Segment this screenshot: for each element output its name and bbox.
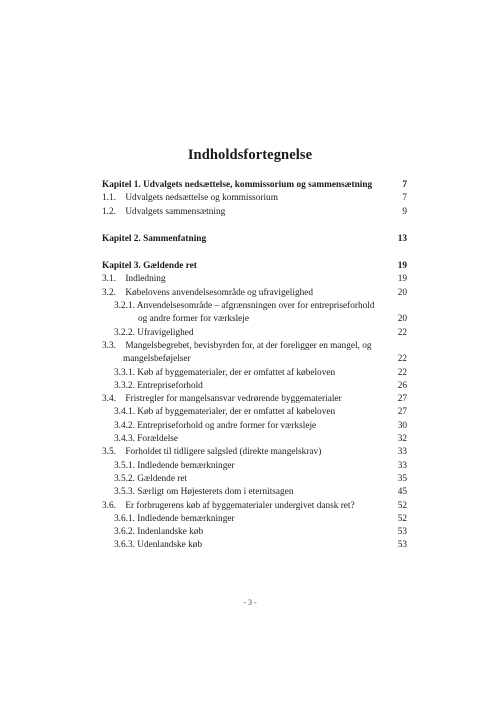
toc-entry-number: 3.3.1. bbox=[114, 367, 135, 378]
toc-section-row bbox=[102, 446, 407, 459]
toc-entry-label: Forældelse bbox=[137, 434, 179, 445]
toc-section-row bbox=[102, 340, 407, 353]
toc-section-row bbox=[102, 500, 407, 513]
toc-subsection-row bbox=[102, 539, 407, 552]
toc-entry-label: Gældende ret bbox=[137, 473, 188, 484]
toc-entry-page: 52 bbox=[397, 500, 407, 511]
toc-entry-number: 3.5.3. bbox=[114, 487, 135, 498]
toc-entry-label: og andre former for værksleje bbox=[138, 314, 250, 325]
toc-entry-page: 19 bbox=[397, 261, 407, 272]
toc-continuation-row bbox=[102, 353, 407, 366]
toc-subsection-row bbox=[102, 513, 407, 526]
toc-entry-label: Gældende ret bbox=[143, 261, 197, 272]
toc-entry-label: Udvalgets nedsættelse og kommissorium bbox=[125, 193, 278, 204]
toc-entry-number: 3.6.1. bbox=[114, 513, 135, 524]
toc-entry-number: 3.3. bbox=[102, 340, 116, 351]
toc-entry-label: Forholdet til tidligere salgsled (direkte mangelskrav) bbox=[125, 447, 322, 458]
toc-entry-number: 3.6.2. bbox=[114, 527, 135, 538]
toc-entry-label: Udvalgets sammensætning bbox=[125, 206, 226, 217]
toc-subsection-row bbox=[102, 473, 407, 486]
toc-entry-label: Køb af byggematerialer, der er omfattet af købeloven bbox=[137, 407, 336, 418]
toc-entry-page: 32 bbox=[397, 434, 407, 445]
toc-entry-number: 3.5.2. bbox=[114, 473, 135, 484]
toc-entry-number: 3.2.2. bbox=[114, 327, 135, 338]
toc-section-row bbox=[102, 192, 407, 205]
toc-entry-label: Er forbrugerens køb af byggematerialer undergivet dansk ret? bbox=[125, 500, 355, 511]
toc-entry-page: 33 bbox=[397, 460, 407, 471]
toc-entry-number: 3.5.1. bbox=[114, 460, 135, 471]
toc-entry-page: 53 bbox=[397, 527, 407, 538]
table-of-contents bbox=[102, 179, 407, 553]
toc-entry-label: Ufravigelighed bbox=[137, 327, 194, 338]
toc-entry-label: Indledning bbox=[125, 274, 166, 285]
toc-entry-label: Udenlandske køb bbox=[137, 540, 203, 551]
page-title: Indholdsfortegnelse bbox=[187, 147, 313, 163]
toc-entry-page: 20 bbox=[397, 287, 407, 298]
toc-entry-label: Indenlandske køb bbox=[137, 527, 204, 538]
toc-entry-number: 3.4. bbox=[102, 394, 116, 405]
toc-entry-number: 3.4.2. bbox=[114, 420, 135, 431]
toc-entry-number: Kapitel 2. bbox=[102, 233, 141, 244]
toc-entry-label: mangelsbeføjelser bbox=[123, 354, 191, 365]
toc-entry-label: Anvendelsesområde – afgrænsningen over for entrepriseforhold bbox=[136, 301, 375, 312]
toc-entry-page: 22 bbox=[397, 367, 407, 378]
toc-entry-page: 22 bbox=[397, 327, 407, 338]
toc-entry-label: Særligt om Højesterets dom i eternitsagen bbox=[137, 487, 294, 498]
toc-entry-number: 1.1. bbox=[102, 193, 116, 204]
toc-entry-page: 9 bbox=[402, 206, 407, 217]
toc-entry-number: 3.5. bbox=[102, 447, 116, 458]
toc-entry-page: 22 bbox=[397, 354, 407, 365]
toc-continuation-row bbox=[102, 313, 407, 326]
toc-subsection-row bbox=[102, 460, 407, 473]
toc-entry-number: 3.3.2. bbox=[114, 380, 135, 391]
toc-subsection-row bbox=[102, 300, 407, 313]
toc-chapter-row bbox=[102, 233, 407, 246]
toc-subsection-row bbox=[102, 380, 407, 393]
toc-entry-page: 35 bbox=[397, 473, 407, 484]
toc-entry-page: 33 bbox=[397, 447, 407, 458]
toc-entry-number: 3.2. bbox=[102, 287, 116, 298]
toc-entry-page: 7 bbox=[402, 193, 407, 204]
toc-entry-label: Indledende bemærkninger bbox=[137, 460, 235, 471]
toc-entry-number: 1.2. bbox=[102, 206, 116, 217]
toc-entry-label: Entrepriseforhold og andre former for værksleje bbox=[137, 420, 317, 431]
toc-entry-label: Mangelsbegrebet, bevisbyrden for, at der foreligger en mangel, og bbox=[125, 340, 372, 351]
toc-entry-page: 19 bbox=[397, 274, 407, 285]
toc-entry-number: 3.4.3. bbox=[114, 434, 135, 445]
toc-entry-number: 3.1. bbox=[102, 274, 116, 285]
toc-entry-label: Sammenfatning bbox=[143, 233, 207, 244]
toc-section-row bbox=[102, 287, 407, 300]
toc-subsection-row bbox=[102, 406, 407, 419]
toc-entry-label: Entrepriseforhold bbox=[137, 380, 203, 391]
toc-entry-label: Fristregler for mangelsansvar vedrørende byggematerialer bbox=[125, 394, 342, 405]
toc-entry-page: 53 bbox=[397, 540, 407, 551]
toc-subsection-row bbox=[102, 526, 407, 539]
toc-entry-label: Købelovens anvendelsesområde og ufravigelighed bbox=[125, 287, 314, 298]
toc-entry-number: 3.6. bbox=[102, 500, 116, 511]
toc-entry-number: Kapitel 1. bbox=[102, 180, 141, 190]
toc-section-row bbox=[102, 393, 407, 406]
toc-subsection-row bbox=[102, 367, 407, 380]
toc-entry-label: Køb af byggematerialer, der er omfattet af købeloven bbox=[137, 367, 336, 378]
toc-entry-page: 20 bbox=[397, 314, 407, 325]
toc-entry-label: Udvalgets nedsættelse, kommissorium og sammensætning bbox=[143, 180, 373, 190]
toc-entry-page: 52 bbox=[397, 513, 407, 524]
toc-chapter-row bbox=[102, 179, 407, 192]
toc-subsection-row bbox=[102, 420, 407, 433]
toc-subsection-row bbox=[102, 327, 407, 340]
toc-entry-page: 30 bbox=[397, 420, 407, 431]
toc-entry-number: 3.6.3. bbox=[114, 540, 135, 551]
toc-subsection-row bbox=[102, 486, 407, 499]
toc-entry-page: 27 bbox=[397, 394, 407, 405]
toc-entry-label: Indledende bemærkninger bbox=[137, 513, 235, 524]
toc-section-row bbox=[102, 273, 407, 286]
toc-entry-page: 7 bbox=[402, 180, 407, 190]
toc-subsection-row bbox=[102, 433, 407, 446]
toc-entry-page: 27 bbox=[397, 407, 407, 418]
page-number-footer: - 3 - bbox=[243, 598, 257, 607]
toc-entry-page: 13 bbox=[397, 233, 407, 244]
toc-entry-number: Kapitel 3. bbox=[102, 261, 141, 272]
toc-entry-number: 3.2.1. bbox=[114, 301, 135, 312]
toc-section-row bbox=[102, 206, 407, 219]
toc-entry-page: 45 bbox=[397, 487, 407, 498]
toc-chapter-row bbox=[102, 260, 407, 273]
toc-entry-number: 3.4.1. bbox=[114, 407, 135, 418]
toc-entry-page: 26 bbox=[397, 380, 407, 391]
